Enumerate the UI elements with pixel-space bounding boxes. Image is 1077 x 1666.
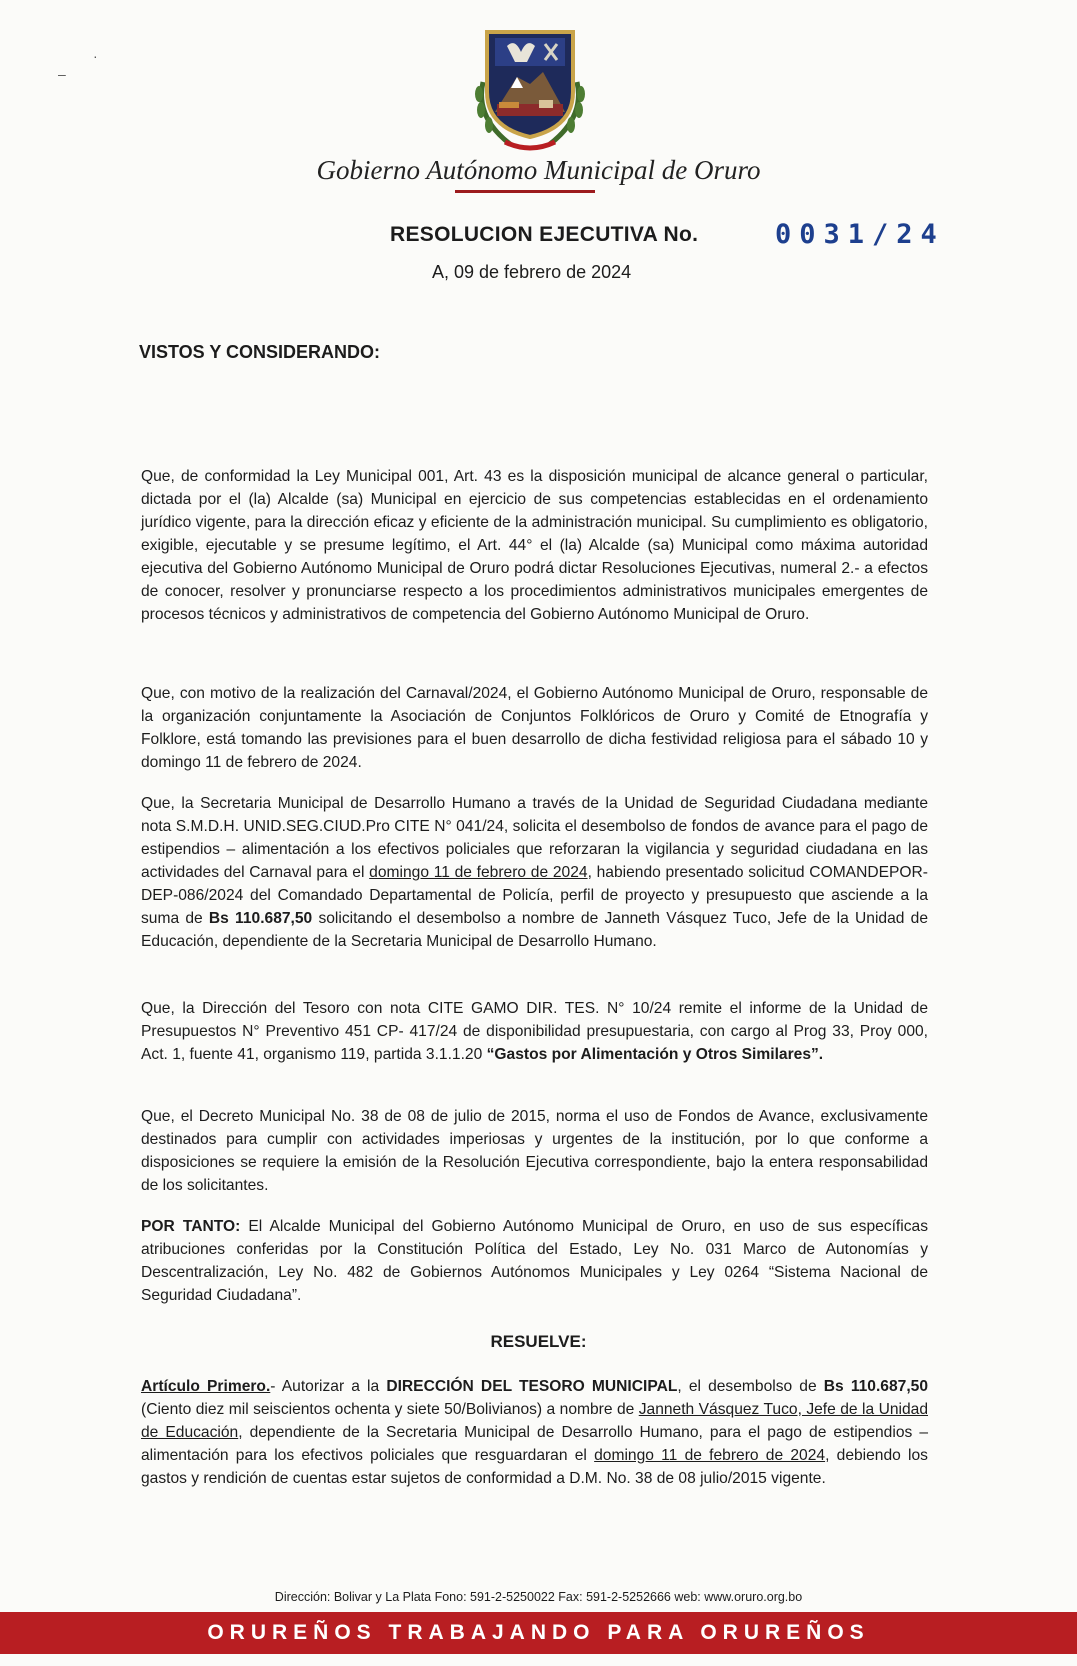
entity-bold: DIRECCIÓN DEL TESORO MUNICIPAL [386,1378,678,1395]
considerando-paragraph-5: Que, el Decreto Municipal No. 38 de 08 de julio de 2015, norma el uso de Fondos de Avance, exclusivamente destinados para cumplir con actividades imperiosas y urgentes de la institución, por lo que conforme a disposiciones se requiere la emisión de la Resolución Ejecutiva correspondiente, bajo la entera responsabilidad de los solicitantes. [141,1108,928,1194]
paragraph-text: , dependiente de la Secretaria Municipal de Desarrollo Humano, para el pago de estipendios – alimentación para los efectivos policiales que resguardaran el [141,1424,929,1464]
por-tanto-paragraph [141,1215,928,1307]
article-first-paragraph [141,1375,928,1490]
paragraph-text: Que, la Secretaria Municipal de Desarrollo Humano a través de la Unidad de Seguridad Ciudadana mediante nota S.M.D.H. UNID.SEG.CIUD.Pro CITE N° 041/24, solicita el desembolso de fondos de avance para el pago de estipendios – alimentación a los efectivos policiales que reforzaran la vigilancia y seguridad ciudadana en las actividades del Carnaval para el [141,795,928,881]
footer-contact-line: Dirección: Bolivar y La Plata Fono: 591-2-5250022 Fax: 591-2-5252666 web: www.oruro.org.bo [274,1590,803,1604]
paragraph-text: solicitando el desembolso a nombre de Janneth Vásquez Tuco, Jefe de la Unidad de Educación, dependiente de la Secretaria Municipal de Desarrollo Humano. [141,910,928,950]
resolution-number-stamp: 0031/24 [775,219,945,250]
municipal-crest-emblem [465,22,595,162]
paragraph-text: , debiendo los gastos y rendición de cuentas estar sujetos de conformidad a D.M. No. 38 de 08 julio/2015 vigente. [141,1447,928,1487]
scan-mark: · [93,48,98,64]
person-underlined: Janneth Vásquez Tuco, Jefe de la Unidad de Educación [141,1401,929,1441]
section-heading: VISTOS Y CONSIDERANDO: [139,342,381,362]
footer-slogan-band: ORUREÑOS TRABAJANDO PARA ORUREÑOS [0,1612,1077,1654]
considerando-paragraph-4 [141,997,928,1066]
paragraph-text: (Ciento diez mil seiscientos ochenta y siete 50/Bolivianos) a nombre de [141,1401,639,1418]
title-underline-rule [455,190,595,193]
considerando-paragraph-2: Que, con motivo de la realización del Carnaval/2024, el Gobierno Autónomo Municipal de Oruro, responsable de la organización conjuntamente la Asociación de Conjuntos Folklóricos de Oruro y Comité de Etnografía y Folklore, está tomando las previsiones para el buen desarrollo de dicha festividad religiosa para el sábado 10 y domingo 11 de febrero de 2024. [141,685,928,771]
paragraph-text: - Autorizar a la [270,1378,387,1395]
considerando-paragraph-3 [141,792,928,953]
considerando-paragraph-1: Que, de conformidad la Ley Municipal 001, Art. 43 es la disposición municipal de alcance general o particular, dictada por el (la) Alcalde (sa) Municipal en ejercicio de sus competencias establecidas en el ordenamiento jurídico vigente, para la dirección eficaz y eficiente de la administración municipal. Su cumplimiento es obligatorio, exigible, ejecutable y se presume legítimo, el Art. 44° el (la) Alcalde (sa) Municipal como máxima autoridad ejecutiva del Gobierno Autónomo Municipal de Oruro podrá dictar Resoluciones Ejecutivas, numeral 2.- a efectos de conocer, resolver y pronunciarse respecto a los procedimientos administrativos municipales emergentes de procesos técnicos y administrativos de competencia del Gobierno Autónomo Municipal de Oruro. [141,468,928,623]
scan-mark: – [58,66,66,82]
por-tanto-label: POR TANTO: [141,1218,241,1235]
amount-bold: Bs 110.687,50 [208,910,313,927]
paragraph-text: El Alcalde Municipal del Gobierno Autónomo Municipal de Oruro, en uso de sus específicas atribuciones conferidas por la Constitución Política del Estado, Ley No. 031 Marco de Autonomías y Descentralización, Ley No. 482 de Gobiernos Autónomos Municipales y Ley 0264 “Sistema Nacional de Seguridad Ciudadana”. [141,1218,928,1304]
article-label: Artículo Primero. [141,1378,271,1395]
paragraph-text: , habiendo presentado solicitud COMANDEPOR-DEP-086/2024 del Comandado Departamental de Policía, perfil de proyecto y presupuesto que asciende a la suma de [141,864,928,927]
resuelve-heading: RESUELVE: [490,1332,587,1351]
underlined-date: domingo 11 de febrero de 2024 [594,1447,826,1464]
institution-title: Gobierno Autónomo Municipal de Oruro [316,155,761,185]
resolution-date: A, 09 de febrero de 2024 [432,262,632,282]
resolution-label: RESOLUCION EJECUTIVA No. [390,223,699,246]
budget-item-bold: “Gastos por Alimentación y Otros Similares”. [486,1046,824,1063]
paragraph-text: Que, la Dirección del Tesoro con nota CITE GAMO DIR. TES. N° 10/24 remite el informe de la Unidad de Presupuestos N° Preventivo 451 CP- 417/24 de disponibilidad presupuestaria, con cargo al Prog 33, Proy 000, Act. 1, fuente 41, organismo 119, partida 3.1.1.20 [141,1000,928,1063]
amount-bold: Bs 110.687,50 [823,1378,928,1395]
paragraph-text: , el desembolso de [677,1378,824,1395]
underlined-date: domingo 11 de febrero de 2024 [369,864,588,881]
